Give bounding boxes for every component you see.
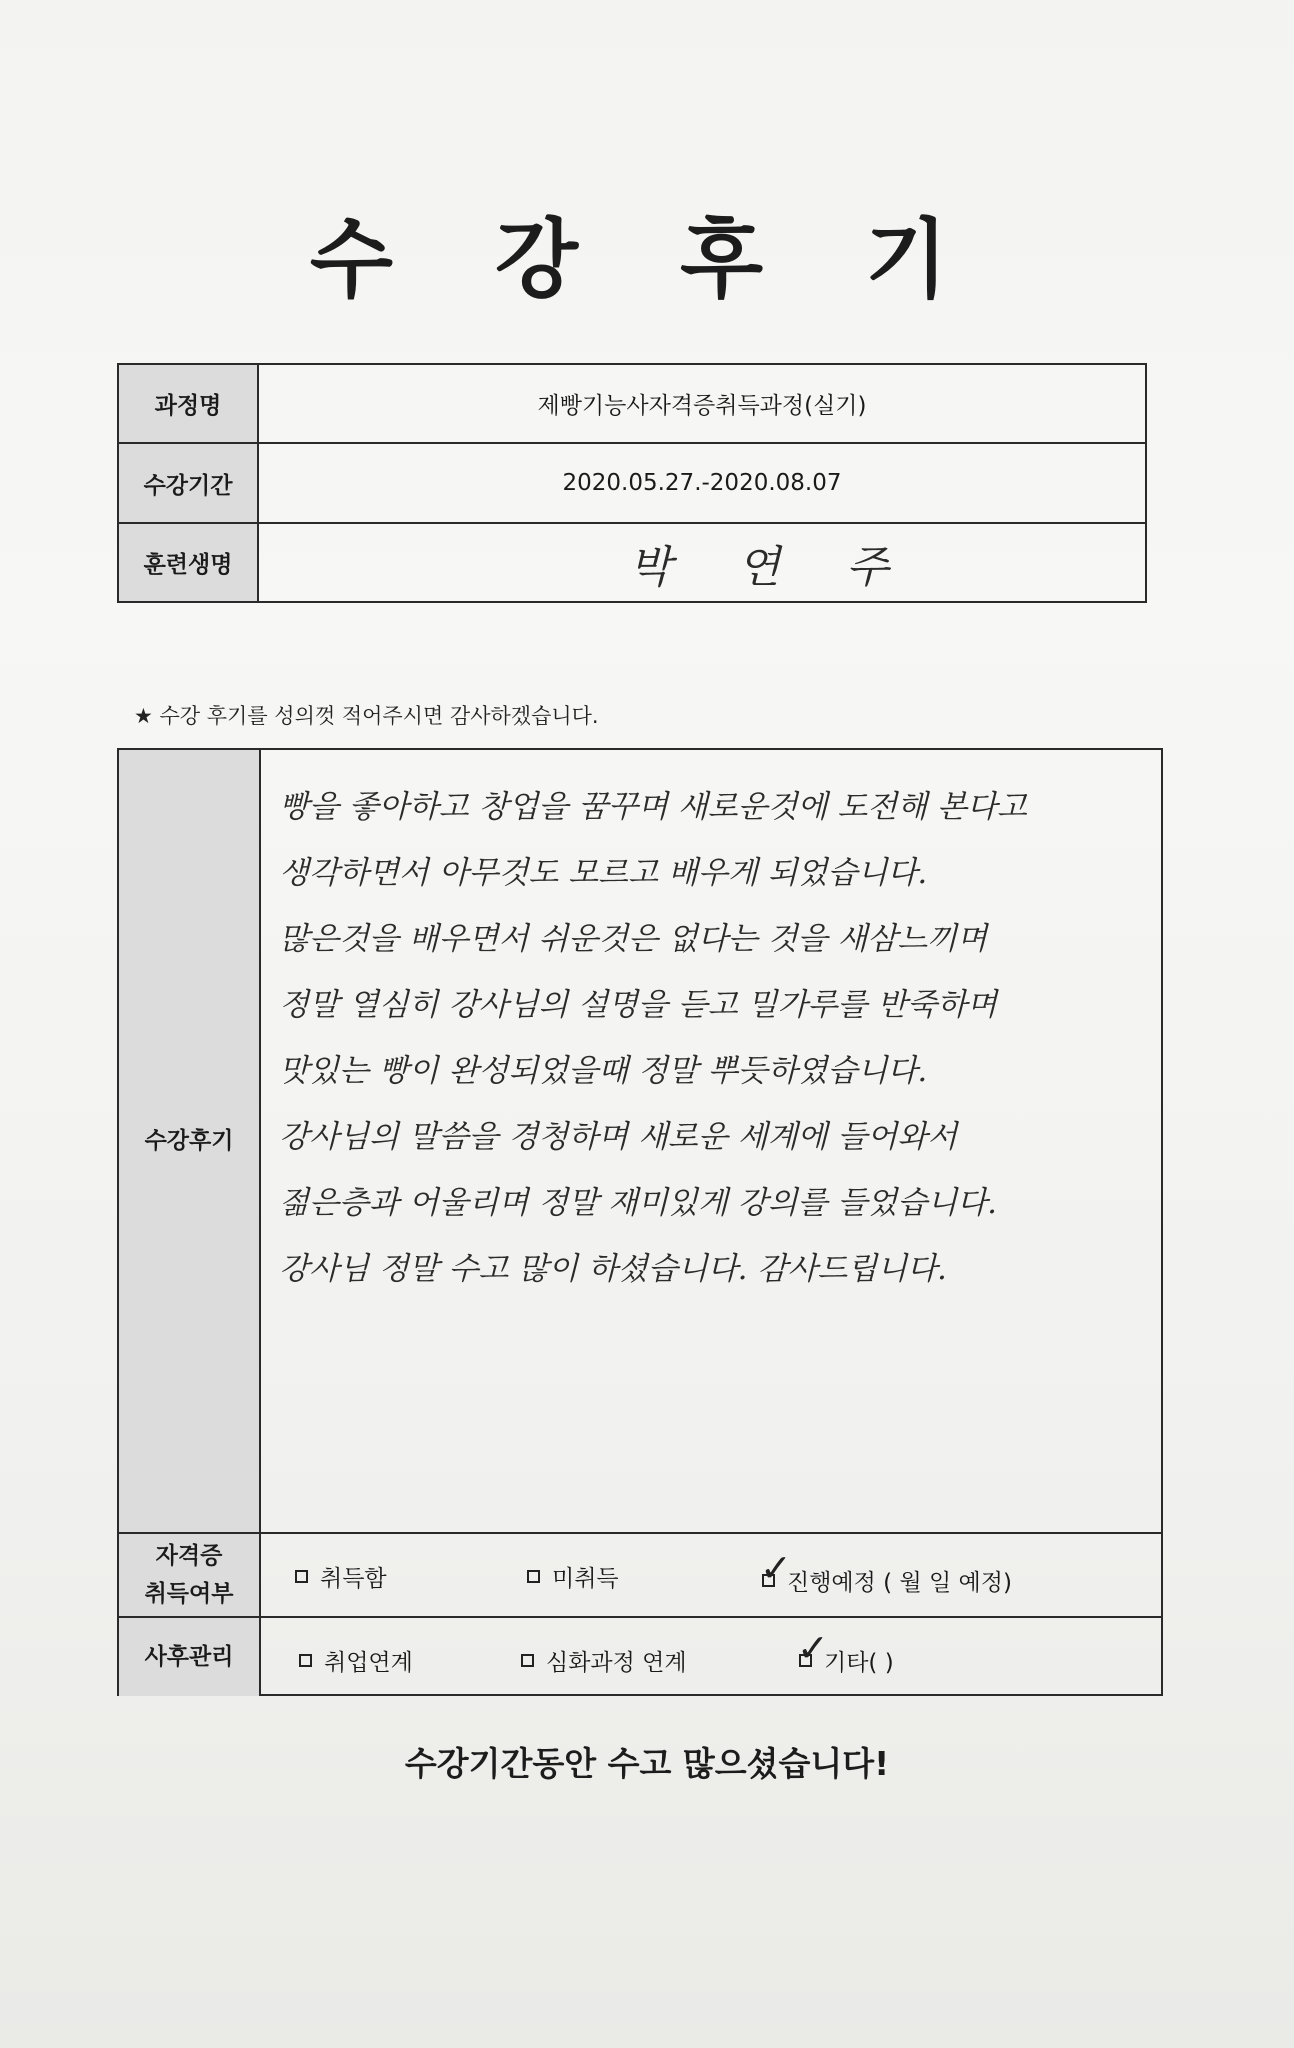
review-line: 맛있는 빵이 완성되었을때 정말 뿌듯하였습니다.	[279, 1053, 928, 1089]
course-name-label: 과정명	[118, 364, 258, 443]
check-mark-icon: ✓	[760, 1546, 792, 1590]
option-job-link[interactable]	[299, 1644, 413, 1677]
option-advanced-course[interactable]	[521, 1644, 687, 1677]
option-acquired[interactable]	[295, 1560, 387, 1593]
certificate-label-line2: 취득여부	[144, 1581, 234, 1607]
review-line: 많은것을 배우면서 쉬운것은 없다는 것을 새삼느끼며	[279, 921, 988, 957]
option-other[interactable]	[797, 1626, 894, 1677]
review-row	[119, 750, 1161, 1534]
option-not-acquired[interactable]	[527, 1560, 619, 1593]
course-period-value: 2020.05.27.-2020.08.07	[258, 443, 1146, 523]
aftercare-label: 사후관리	[119, 1618, 261, 1696]
closing-message: 수강기간동안 수고 많으셨습니다!	[404, 1744, 890, 1783]
certificate-label	[119, 1534, 261, 1616]
course-name-value: 제빵기능사자격증취득과정(실기)	[258, 364, 1146, 443]
option-in-progress-label: 진행예정 ( 월 일 예정)	[787, 1570, 1012, 1596]
check-mark-icon: ✓	[797, 1626, 829, 1670]
checkbox-in-progress[interactable]	[760, 1546, 792, 1590]
instruction-note: ★ 수강 후기를 성의껏 적어주시면 감사하겠습니다.	[134, 704, 599, 728]
checkbox-advanced-course[interactable]	[521, 1654, 534, 1667]
certificate-row	[119, 1534, 1161, 1618]
option-other-label: 기타( )	[824, 1650, 894, 1676]
option-in-progress[interactable]	[760, 1546, 1012, 1597]
review-line: 정말 열심히 강사님의 설명을 듣고 밀가루를 반죽하며	[279, 987, 997, 1023]
review-line: 생각하면서 아무것도 모르고 배우게 되었습니다.	[279, 855, 928, 891]
review-text	[279, 774, 1141, 1302]
option-advanced-course-label: 심화과정 연계	[546, 1650, 687, 1676]
checkbox-other[interactable]	[797, 1626, 829, 1670]
option-job-link-label: 취업연계	[324, 1650, 413, 1676]
trainee-name-label: 훈련생명	[118, 523, 258, 602]
review-label: 수강후기	[119, 750, 261, 1532]
review-line: 강사님의 말씀을 경청하며 새로운 세계에 들어와서	[279, 1119, 958, 1155]
page-title: 수 강 후 기	[309, 210, 985, 310]
review-form	[117, 748, 1163, 1696]
certificate-label-line1: 자격증	[155, 1543, 223, 1569]
aftercare-row	[119, 1618, 1161, 1696]
option-acquired-label: 취득함	[320, 1566, 387, 1592]
checkbox-acquired[interactable]	[295, 1570, 308, 1583]
option-not-acquired-label: 미취득	[552, 1566, 619, 1592]
review-line: 젊은층과 어울리며 정말 재미있게 강의를 들었습니다.	[279, 1185, 997, 1221]
checkbox-not-acquired[interactable]	[527, 1570, 540, 1583]
trainee-name-value: 박 연 주	[258, 523, 1146, 602]
review-line: 강사님 정말 수고 많이 하셨습니다. 감사드립니다.	[279, 1251, 947, 1287]
review-line: 빵을 좋아하고 창업을 꿈꾸며 새로운것에 도전해 본다고	[279, 789, 1027, 825]
course-info-table	[117, 363, 1147, 603]
course-period-label: 수강기간	[118, 443, 258, 523]
checkbox-job-link[interactable]	[299, 1654, 312, 1667]
